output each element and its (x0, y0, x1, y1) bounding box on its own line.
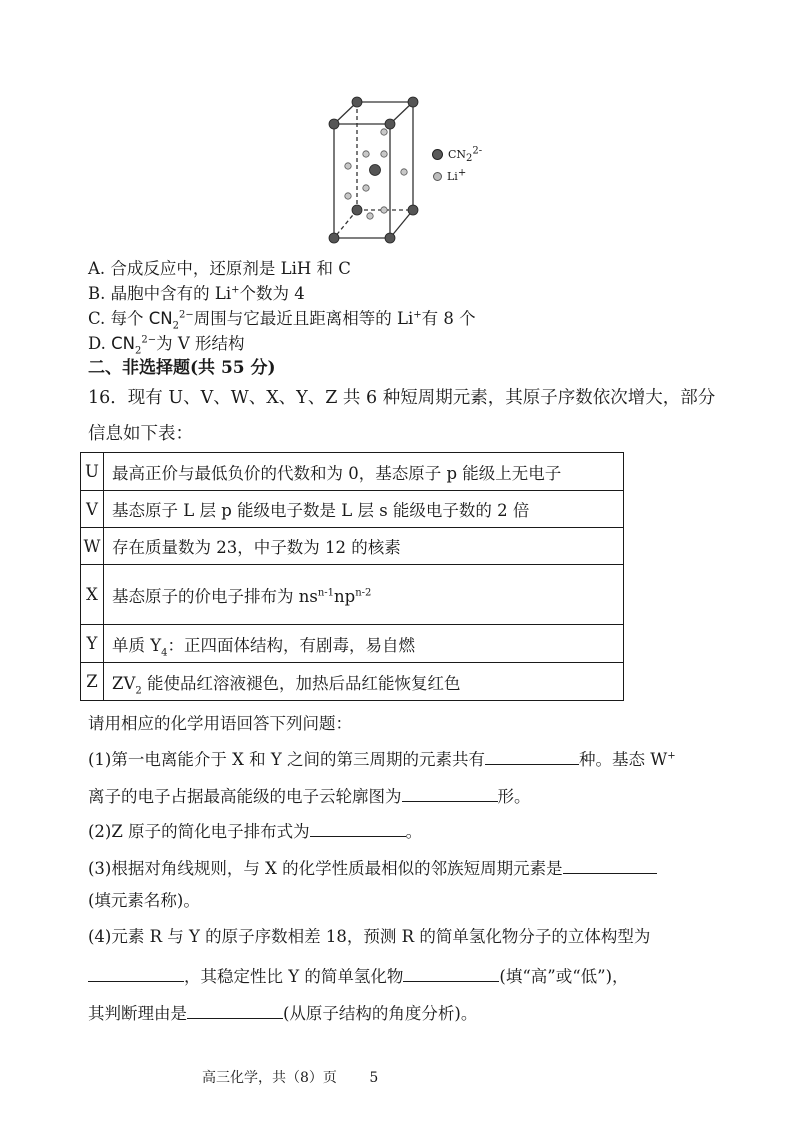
q16-part3-line1: (3)根据对角线规则，与 X 的化学性质最相似的邻族短周期元素是 (88, 855, 657, 880)
legend-item-cn2 (432, 145, 483, 165)
table-key-x: X (81, 565, 104, 625)
q16-intro-line2: 信息如下表： (88, 424, 193, 444)
q16-part2: (2)Z 原子的简化电子排布式为 。 (88, 818, 422, 843)
table-key-v: V (81, 491, 104, 528)
q16-part4-line3: 其判断理由是 (从原子结构的角度分析)。 (88, 1000, 477, 1025)
table-key-w: W (81, 528, 104, 565)
table-row-x (81, 565, 624, 625)
option-d: D. $CN_2^{2-}$为 V 形结构 (88, 334, 245, 357)
footer-text: 高三化学，共（8）页 (202, 1070, 337, 1086)
table-text-v: 基态原子 L 层 p 能级电子数是 L 层 s 能级电子数的 2 倍 (104, 491, 624, 528)
q16-intro-line1: 16．现有 U、V、W、X、Y、Z 共 6 种短周期元素，其原子序数依次增大，部分 (88, 388, 716, 408)
q16-part1-line1: (1)第一电离能介于 X 和 Y 之间的第三周期的元素共有 种。基态 W+ (88, 746, 676, 771)
answer-blank-3[interactable] (563, 855, 657, 874)
option-c: C. 每个 $CN_2^{2-}$周围与它最近且距离相等的 Li+有 8 个 (88, 309, 476, 332)
legend-item-li (433, 167, 467, 183)
q16-part1-line2: 离子的电子占据最高能级的电子云轮廓图为 形。 (88, 783, 531, 808)
q16-part4-line2: ，其稳定性比 Y 的简单氢化物 (填“高”或“低”)， (88, 963, 629, 988)
option-a: A. 合成反应中，还原剂是 LiH 和 C (88, 259, 351, 278)
table-row-v (81, 491, 624, 528)
table-row-z (81, 663, 624, 701)
answer-blank-1b[interactable] (402, 783, 498, 802)
table-text-y: 单质 $Y_4$：正四面体结构，有剧毒，易自燃 (104, 625, 624, 663)
q16-part4-line1: (4)元素 R 与 Y 的原子序数相差 18，预测 R 的简单氢化物分子的立体构型为 (88, 927, 651, 946)
legend-marker-cn2 (432, 149, 443, 160)
table-key-y: Y (81, 625, 104, 663)
legend-marker-li (433, 172, 442, 181)
page-footer (202, 1067, 378, 1087)
legend-label-li: Li+ (447, 167, 467, 183)
q16-part3-line2: (填元素名称)。 (88, 891, 200, 910)
table-text-z: $ZV_2$ 能使品红溶液褪色，加热后品红能恢复红色 (104, 663, 624, 701)
element-info-table (80, 452, 624, 701)
table-row-w (81, 528, 624, 565)
legend-label-cn2: $CN_2^{2-}$ (448, 145, 483, 165)
table-key-u: U (81, 453, 104, 491)
section-heading: 二、非选择题(共 55 分) (88, 358, 276, 378)
table-text-w: 存在质量数为 23，中子数为 12 的核素 (104, 528, 624, 565)
table-row-y (81, 625, 624, 663)
table-key-z: Z (81, 663, 104, 701)
table-row-u (81, 453, 624, 491)
answer-blank-4a[interactable] (88, 963, 184, 982)
answer-blank-1a[interactable] (485, 746, 579, 765)
footer-page-number: 5 (369, 1070, 379, 1086)
option-b: B. 晶胞中含有的 Li+个数为 4 (88, 284, 305, 303)
table-text-u: 最高正价与最低负价的代数和为 0，基态原子 p 能级上无电子 (104, 453, 624, 491)
q16-prompt: 请用相应的化学用语回答下列问题： (88, 714, 352, 733)
table-text-x: 基态原子的价电子排布为 $ns^{n-1}np^{n-2}$ (104, 565, 624, 625)
answer-blank-4b[interactable] (403, 963, 499, 982)
answer-blank-4c[interactable] (187, 1000, 283, 1019)
answer-blank-2[interactable] (310, 818, 406, 837)
